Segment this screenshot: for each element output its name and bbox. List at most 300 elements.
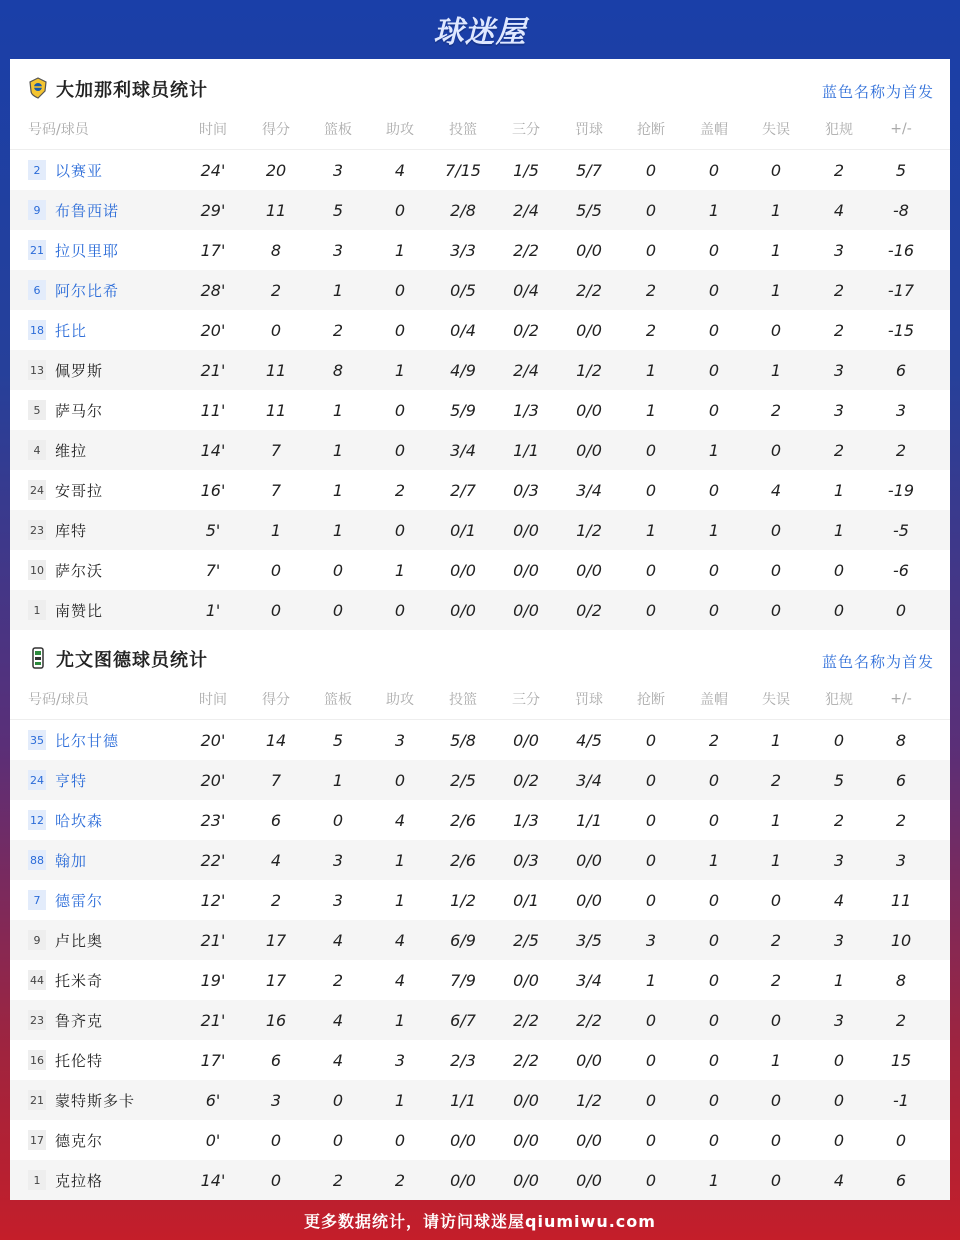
- column-header[interactable]: 失误: [762, 692, 790, 708]
- stat-cell: 1: [332, 400, 344, 420]
- stat-cell: 4: [770, 480, 782, 500]
- player-row[interactable]: [10, 350, 950, 390]
- stat-cell: 0: [645, 160, 657, 180]
- player-row[interactable]: [10, 960, 950, 1000]
- stat-cell: 20': [200, 320, 226, 340]
- stat-cell: 21': [200, 1010, 226, 1030]
- stat-cell: 0: [770, 440, 782, 460]
- stat-cell: 1: [332, 480, 344, 500]
- stat-cell: 0: [833, 560, 845, 580]
- player-row[interactable]: [10, 880, 950, 920]
- stat-cell: 0/0: [513, 1090, 539, 1110]
- stat-cell: 3/4: [576, 970, 602, 990]
- stat-cell: 0: [770, 600, 782, 620]
- stat-cell: 3: [833, 930, 845, 950]
- jersey-number-badge: 18: [28, 320, 46, 340]
- player-row[interactable]: [10, 310, 950, 350]
- column-header[interactable]: 投篮: [449, 122, 477, 138]
- stat-cell: 1: [645, 360, 657, 380]
- stat-cell: 0: [645, 440, 657, 460]
- player-row[interactable]: [10, 550, 950, 590]
- stat-cell: 2: [332, 970, 344, 990]
- stat-cell: 0: [645, 890, 657, 910]
- stat-cell: 1: [708, 200, 720, 220]
- stat-cell: 11: [265, 400, 287, 420]
- stat-cell: 0/0: [450, 600, 476, 620]
- column-header[interactable]: +/-: [890, 121, 912, 137]
- gran-canaria-logo-icon: [28, 77, 48, 99]
- player-name[interactable]: 维拉: [55, 441, 88, 460]
- player-row[interactable]: [10, 1000, 950, 1040]
- stat-cell: 1: [833, 480, 845, 500]
- stat-cell: 1: [708, 440, 720, 460]
- stats-panel: [10, 59, 950, 1199]
- stat-cell: 28': [200, 280, 226, 300]
- stat-cell: -16: [887, 240, 915, 260]
- stat-cell: 0/4: [450, 320, 476, 340]
- stat-cell: 1: [708, 850, 720, 870]
- stat-cell: 3/4: [576, 770, 602, 790]
- stat-cell: 6: [895, 360, 907, 380]
- stat-cell: 2: [895, 440, 907, 460]
- stat-cell: 1/2: [576, 360, 602, 380]
- player-row[interactable]: [10, 270, 950, 310]
- stat-cell: 4: [833, 890, 845, 910]
- stat-cell: 0: [708, 810, 720, 830]
- stat-cell: 2: [833, 440, 845, 460]
- player-name[interactable]: 安哥拉: [55, 481, 104, 500]
- stat-cell: 1: [394, 850, 406, 870]
- player-name[interactable]: 蒙特斯多卡: [55, 1091, 136, 1110]
- column-header[interactable]: 罚球: [575, 692, 603, 708]
- stat-cell: 0: [708, 160, 720, 180]
- stat-cell: 0: [708, 890, 720, 910]
- jersey-number-badge: 21: [28, 1090, 46, 1110]
- player-row[interactable]: [10, 470, 950, 510]
- stat-cell: 0: [270, 1170, 282, 1190]
- player-row[interactable]: [10, 1040, 950, 1080]
- stat-cell: 2: [332, 1170, 344, 1190]
- player-name[interactable]: 库特: [55, 521, 88, 540]
- stat-cell: 2: [833, 160, 845, 180]
- stat-cell: 0/0: [450, 1130, 476, 1150]
- stat-cell: 0: [645, 480, 657, 500]
- player-row[interactable]: [10, 150, 950, 190]
- column-header[interactable]: 犯规: [825, 122, 853, 138]
- stat-cell: 1': [205, 600, 221, 620]
- stat-cell: 0: [770, 320, 782, 340]
- stat-cell: 0: [708, 1010, 720, 1030]
- stat-cell: 5/9: [450, 400, 476, 420]
- stat-cell: 2: [645, 280, 657, 300]
- player-row[interactable]: [10, 1160, 950, 1200]
- stat-cell: 16: [265, 1010, 287, 1030]
- stat-cell: 14': [200, 1170, 226, 1190]
- jersey-number-badge: 9: [28, 930, 46, 950]
- stat-cell: 0: [708, 320, 720, 340]
- stat-cell: 0: [270, 600, 282, 620]
- stat-cell: 3: [833, 240, 845, 260]
- jersey-number-badge: 17: [28, 1130, 46, 1150]
- stat-cell: 0: [770, 1130, 782, 1150]
- stat-cell: 0: [394, 520, 406, 540]
- stat-cell: 0: [645, 1170, 657, 1190]
- stat-cell: 6/9: [450, 930, 476, 950]
- stat-cell: 0: [708, 480, 720, 500]
- player-row[interactable]: [10, 720, 950, 760]
- player-name[interactable]: 德克尔: [55, 1131, 104, 1150]
- stat-cell: 0: [708, 360, 720, 380]
- stat-cell: 0/0: [513, 600, 539, 620]
- column-header[interactable]: 犯规: [825, 692, 853, 708]
- column-header[interactable]: 助攻: [386, 122, 414, 138]
- stat-cell: 2: [895, 810, 907, 830]
- column-header[interactable]: 篮板: [324, 692, 352, 708]
- jersey-number-badge: 5: [28, 400, 46, 420]
- column-header[interactable]: 盖帽: [700, 122, 728, 138]
- column-header[interactable]: 助攻: [386, 692, 414, 708]
- player-name[interactable]: 卢比奥: [55, 931, 104, 950]
- stat-cell: 3: [833, 850, 845, 870]
- stat-cell: 21': [200, 930, 226, 950]
- player-name[interactable]: 萨尔沃: [55, 561, 104, 580]
- stat-cell: 0/0: [513, 520, 539, 540]
- stat-cell: 3/3: [450, 240, 476, 260]
- stat-cell: 0/0: [576, 560, 602, 580]
- stat-cell: 0/1: [513, 890, 539, 910]
- column-header-row: [10, 684, 950, 714]
- stat-cell: 17: [265, 930, 287, 950]
- stat-cell: 12': [200, 890, 226, 910]
- column-header[interactable]: 抢断: [637, 122, 665, 138]
- stat-cell: 5/8: [450, 730, 476, 750]
- stat-cell: 6: [270, 1050, 282, 1070]
- stat-cell: 1: [332, 770, 344, 790]
- player-name[interactable]: 以赛亚: [55, 161, 104, 180]
- stat-cell: 6: [895, 770, 907, 790]
- stat-cell: 0: [708, 1090, 720, 1110]
- stat-cell: 0: [833, 600, 845, 620]
- stat-cell: 3: [332, 850, 344, 870]
- stat-cell: 0: [645, 1130, 657, 1150]
- stat-cell: -1: [893, 1090, 909, 1110]
- stat-cell: 6: [895, 1170, 907, 1190]
- jersey-number-badge: 7: [28, 890, 46, 910]
- stat-cell: -6: [893, 560, 909, 580]
- stat-cell: 0/0: [513, 560, 539, 580]
- jersey-number-badge: 24: [28, 770, 46, 790]
- stat-cell: 0: [833, 1130, 845, 1150]
- stat-cell: 0: [645, 810, 657, 830]
- stat-cell: 3: [332, 240, 344, 260]
- jersey-number-badge: 44: [28, 970, 46, 990]
- stat-cell: -5: [893, 520, 909, 540]
- player-row[interactable]: [10, 1080, 950, 1120]
- stat-cell: 1/3: [513, 810, 539, 830]
- stat-cell: 0: [394, 440, 406, 460]
- stat-cell: 1/2: [576, 1090, 602, 1110]
- stat-cell: 0/2: [513, 770, 539, 790]
- player-row[interactable]: [10, 510, 950, 550]
- stat-cell: 0: [770, 1090, 782, 1110]
- stat-cell: 2: [332, 320, 344, 340]
- stat-cell: 0': [205, 1130, 221, 1150]
- stat-cell: 0: [270, 320, 282, 340]
- stat-cell: 20: [265, 160, 287, 180]
- stat-cell: 1: [645, 520, 657, 540]
- stat-cell: 0: [645, 1010, 657, 1030]
- player-name[interactable]: 阿尔比希: [55, 281, 120, 300]
- player-name[interactable]: 拉贝里耶: [55, 241, 120, 260]
- jersey-number-badge: 88: [28, 850, 46, 870]
- player-name[interactable]: 鲁齐克: [55, 1011, 104, 1030]
- column-header[interactable]: 盖帽: [700, 692, 728, 708]
- jersey-number-badge: 16: [28, 1050, 46, 1070]
- stat-cell: 23': [200, 810, 226, 830]
- stat-cell: 1: [770, 360, 782, 380]
- column-header[interactable]: 篮板: [324, 122, 352, 138]
- player-name[interactable]: 克拉格: [55, 1171, 104, 1190]
- stat-cell: 0/0: [513, 1170, 539, 1190]
- column-header[interactable]: 得分: [262, 692, 290, 708]
- player-row[interactable]: [10, 590, 950, 630]
- stat-cell: 0: [708, 770, 720, 790]
- stat-cell: 0: [270, 560, 282, 580]
- stat-cell: 0: [770, 1170, 782, 1190]
- stat-cell: 0/2: [513, 320, 539, 340]
- stat-cell: 3/4: [576, 480, 602, 500]
- player-row[interactable]: [10, 430, 950, 470]
- jersey-number-badge: 1: [28, 600, 46, 620]
- stat-cell: 0: [332, 560, 344, 580]
- player-name[interactable]: 佩罗斯: [55, 361, 104, 380]
- stat-cell: 4: [394, 930, 406, 950]
- column-header[interactable]: 三分: [512, 122, 540, 138]
- stat-cell: 5: [833, 770, 845, 790]
- stat-cell: 0: [895, 1130, 907, 1150]
- column-header[interactable]: +/-: [890, 691, 912, 707]
- stat-cell: 2: [645, 320, 657, 340]
- stat-cell: 4: [332, 1010, 344, 1030]
- player-row[interactable]: [10, 840, 950, 880]
- player-name[interactable]: 比尔甘德: [55, 731, 120, 750]
- stat-cell: 1: [332, 520, 344, 540]
- stat-cell: 0/5: [450, 280, 476, 300]
- starter-legend-note: 蓝色名称为首发: [821, 83, 934, 101]
- stat-cell: 3: [332, 160, 344, 180]
- stat-cell: 2: [833, 280, 845, 300]
- stat-cell: 0/0: [513, 730, 539, 750]
- stat-cell: 6': [205, 1090, 221, 1110]
- stat-cell: 0: [394, 280, 406, 300]
- player-row[interactable]: [10, 390, 950, 430]
- stat-cell: 0: [394, 1130, 406, 1150]
- stat-cell: 0: [770, 890, 782, 910]
- stat-cell: 24': [200, 160, 226, 180]
- stat-cell: 4: [833, 200, 845, 220]
- stat-cell: 0/0: [576, 1050, 602, 1070]
- stat-cell: 0: [708, 1050, 720, 1070]
- stat-cell: 1: [645, 400, 657, 420]
- stat-cell: 3/5: [576, 930, 602, 950]
- column-header[interactable]: 得分: [262, 122, 290, 138]
- stat-cell: 14: [265, 730, 287, 750]
- player-name[interactable]: 德雷尔: [55, 891, 104, 910]
- stat-cell: 3/4: [450, 440, 476, 460]
- jersey-number-badge: 9: [28, 200, 46, 220]
- stat-cell: 11': [200, 400, 226, 420]
- stat-cell: 0: [270, 1130, 282, 1150]
- stat-cell: 11: [265, 360, 287, 380]
- stat-cell: 0: [645, 200, 657, 220]
- player-row[interactable]: [10, 190, 950, 230]
- stat-cell: 4: [394, 970, 406, 990]
- stat-cell: 7: [270, 480, 282, 500]
- jersey-number-badge: 35: [28, 730, 46, 750]
- stat-cell: 2: [270, 890, 282, 910]
- player-name[interactable]: 翰加: [55, 851, 88, 870]
- stat-cell: 15: [890, 1050, 912, 1070]
- stat-cell: 7: [270, 440, 282, 460]
- stat-cell: 0/0: [576, 850, 602, 870]
- stat-cell: 0/0: [576, 1170, 602, 1190]
- stat-cell: 29': [200, 200, 226, 220]
- stat-cell: 2/6: [450, 850, 476, 870]
- player-name[interactable]: 哈坎森: [55, 811, 104, 830]
- player-name[interactable]: 萨马尔: [55, 401, 104, 420]
- stat-cell: 0: [645, 850, 657, 870]
- player-name[interactable]: 托比: [55, 321, 88, 340]
- stat-cell: 1: [770, 810, 782, 830]
- team-title: 大加那利球员统计: [56, 80, 208, 101]
- stat-cell: 2/4: [513, 360, 539, 380]
- stat-cell: 2/5: [513, 930, 539, 950]
- stat-cell: 4: [332, 930, 344, 950]
- player-row[interactable]: [10, 800, 950, 840]
- stat-cell: 1: [833, 520, 845, 540]
- stat-cell: 3: [394, 1050, 406, 1070]
- stat-cell: 0/1: [450, 520, 476, 540]
- stat-cell: 1: [270, 520, 282, 540]
- stat-cell: 7': [205, 560, 221, 580]
- stat-cell: 1/5: [513, 160, 539, 180]
- stat-cell: 0: [770, 160, 782, 180]
- stat-cell: 0: [708, 400, 720, 420]
- stat-cell: 4/9: [450, 360, 476, 380]
- stat-cell: 0/0: [576, 890, 602, 910]
- stat-cell: 3: [394, 730, 406, 750]
- stat-cell: 1: [770, 280, 782, 300]
- stat-cell: 2: [833, 810, 845, 830]
- jersey-number-badge: 4: [28, 440, 46, 460]
- team-title: 尤文图德球员统计: [56, 650, 208, 671]
- stat-cell: 14': [200, 440, 226, 460]
- joventut-logo-icon: [28, 647, 48, 669]
- stat-cell: 19': [200, 970, 226, 990]
- site-logo[interactable]: 球迷屋: [433, 15, 527, 50]
- player-row[interactable]: [10, 760, 950, 800]
- stat-cell: 0: [645, 1090, 657, 1110]
- column-header[interactable]: 投篮: [449, 692, 477, 708]
- stat-cell: 1: [394, 560, 406, 580]
- stat-cell: 2/7: [450, 480, 476, 500]
- stat-cell: 0/0: [576, 440, 602, 460]
- stat-cell: 0: [645, 1050, 657, 1070]
- stat-cell: 3: [833, 1010, 845, 1030]
- stat-cell: 6/7: [450, 1010, 476, 1030]
- stat-cell: 0: [645, 240, 657, 260]
- team-section-header: [10, 629, 950, 689]
- stat-cell: 10: [890, 930, 912, 950]
- column-header[interactable]: 时间: [199, 122, 227, 138]
- stat-cell: 0: [394, 320, 406, 340]
- stat-cell: 6: [270, 810, 282, 830]
- stat-cell: 2: [394, 480, 406, 500]
- column-header-row: [10, 114, 950, 144]
- stat-cell: 20': [200, 730, 226, 750]
- player-name[interactable]: 托米奇: [55, 971, 104, 990]
- stat-cell: 0/3: [513, 480, 539, 500]
- player-name[interactable]: 南赞比: [55, 601, 104, 620]
- stat-cell: 0/0: [450, 560, 476, 580]
- player-name[interactable]: 亨特: [55, 771, 88, 790]
- stat-cell: 2: [770, 400, 782, 420]
- footer-banner[interactable]: 更多数据统计，请访问球迷屋qiumiwu.com: [304, 1211, 656, 1231]
- stat-cell: 0: [394, 400, 406, 420]
- stat-cell: 3: [332, 890, 344, 910]
- column-header[interactable]: 时间: [199, 692, 227, 708]
- column-header[interactable]: 抢断: [637, 692, 665, 708]
- stat-cell: 2: [833, 320, 845, 340]
- stat-cell: -15: [887, 320, 915, 340]
- stat-cell: 4: [332, 1050, 344, 1070]
- stat-cell: 1/1: [450, 1090, 476, 1110]
- jersey-number-badge: 1: [28, 1170, 46, 1190]
- player-row[interactable]: [10, 1120, 950, 1160]
- stat-cell: 0: [645, 770, 657, 790]
- stat-cell: 2: [895, 1010, 907, 1030]
- player-row[interactable]: [10, 920, 950, 960]
- stat-cell: 0/0: [576, 1130, 602, 1150]
- stat-cell: 0: [708, 1130, 720, 1150]
- player-name[interactable]: 托伦特: [55, 1051, 104, 1070]
- stat-cell: 2/2: [513, 1050, 539, 1070]
- player-name[interactable]: 布鲁西诺: [55, 201, 120, 220]
- stat-cell: 0/0: [576, 400, 602, 420]
- stat-cell: 0: [708, 970, 720, 990]
- stat-cell: 1: [394, 890, 406, 910]
- stat-cell: 0/4: [513, 280, 539, 300]
- stat-cell: 0: [833, 1050, 845, 1070]
- stat-cell: 2/8: [450, 200, 476, 220]
- stat-cell: 0: [645, 560, 657, 580]
- stat-cell: 0/0: [576, 320, 602, 340]
- column-header[interactable]: 罚球: [575, 122, 603, 138]
- column-header[interactable]: 失误: [762, 122, 790, 138]
- stat-cell: 0: [770, 1010, 782, 1030]
- stat-cell: 4: [833, 1170, 845, 1190]
- top-bar: [0, 0, 960, 58]
- stat-cell: 2/5: [450, 770, 476, 790]
- stat-cell: 1: [708, 520, 720, 540]
- stat-cell: 1: [770, 200, 782, 220]
- stat-cell: 1: [708, 1170, 720, 1190]
- column-header[interactable]: 三分: [512, 692, 540, 708]
- stat-cell: 1: [833, 970, 845, 990]
- stat-cell: 1/1: [513, 440, 539, 460]
- starter-legend-note: 蓝色名称为首发: [821, 653, 934, 671]
- player-row[interactable]: [10, 230, 950, 270]
